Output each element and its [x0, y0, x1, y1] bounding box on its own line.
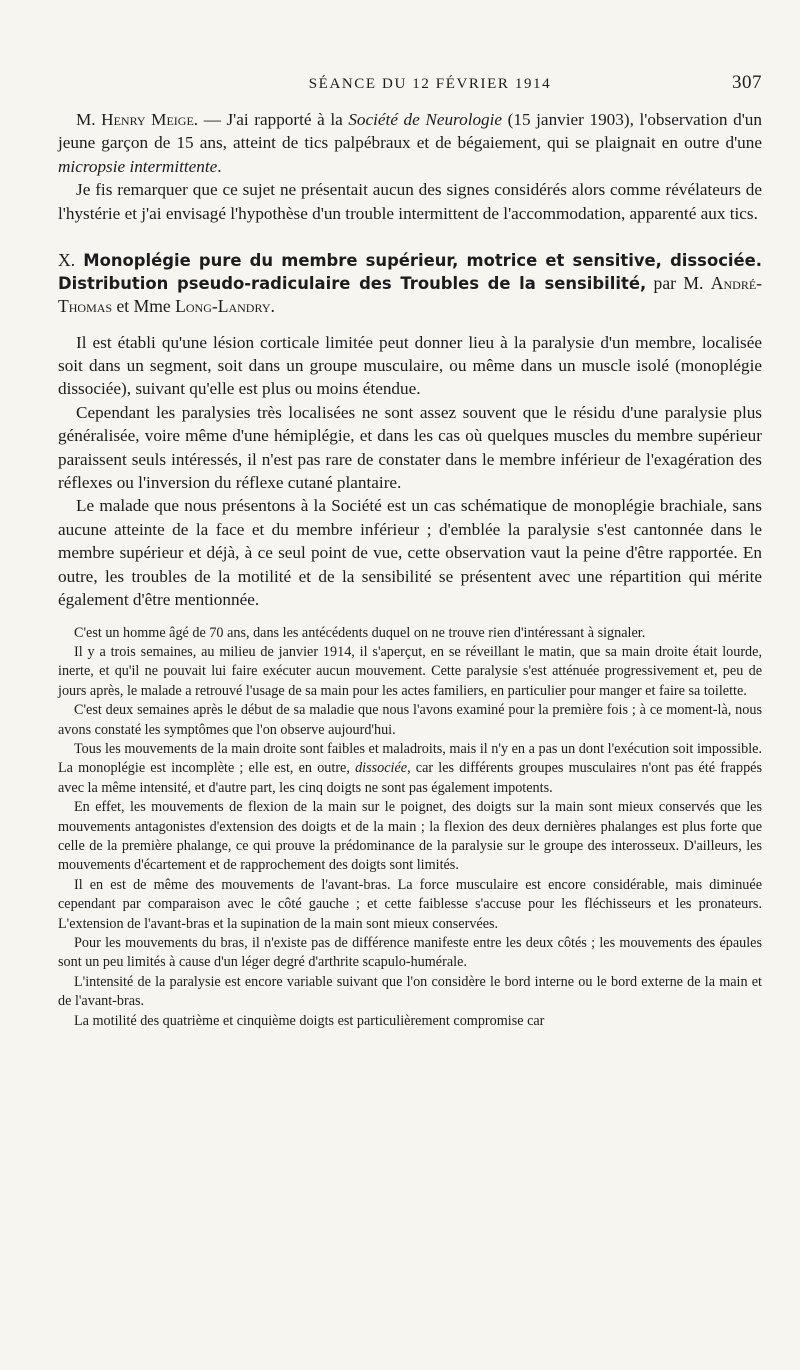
body-paragraph-3: Le malade que nous présentons à la Société est un cas schématique de monoplégie brachiale, sans aucune atteinte de la face et du membre inférieur ; d'emblée la paralysie s'est cantonnée dans le membre supérieur et déjà, à ce seul point de vue, cette observation vaut la peine d'être rapportée. En outre, les troubles de la motilité et de la sensibilité se présentent avec une répartition qui mérite également d'être mentionnée. [58, 496, 762, 610]
observation-paragraph-4 [58, 740, 762, 798]
observation-block [58, 624, 762, 1032]
section-author-1: André-Thomas [58, 273, 763, 317]
section-title: Monoplégie pure du membre supérieur, motrice et sensitive, dissociée. Distribution pseudo-radiculaire des Troubles de la sensibilité, [58, 251, 762, 294]
section-and: et Mme [112, 296, 176, 317]
journal-name: Société de Neurologie [348, 110, 503, 129]
observation-paragraph-6: Il en est de même des mouvements de l'avant-bras. La force musculaire est encore considérable, mais diminuée cependant par comparaison avec le côté gauche ; et cette faiblesse s'accuse pour les fléchisseurs et les pronateurs. L'extension de l'avant-bras et la supination de la main sont mieux conservées. [58, 876, 762, 932]
obs-p4-text-b: , car les différents groupes musculaires n'ont pas été frappés avec la même intensité, et d'autre part, les cinq doigts ne sont pas également impotents. [58, 760, 762, 796]
obs-p4-text-a: Tous les mouvements de la main droite sont faibles et maladroits, mais il n'y en a pas un dont l'exécution soit impossible. La monoplégie est incomplète ; elle est, en outre, [58, 740, 762, 777]
obs-p4-italic: dissociée [355, 760, 408, 777]
section-end: . [270, 296, 275, 317]
page-number: 307 [732, 72, 762, 93]
page-header [58, 72, 762, 94]
meige-paragraph-2: Je fis remarquer que ce sujet ne présentait aucun des signes considérés alors comme révélateurs de l'hystérie et j'ai envisagé l'hypothèse d'un trouble intermittent de l'accommodation, apparenté aux tics. [58, 180, 762, 223]
micropsie-term: micropsie intermittente [58, 156, 218, 176]
body-paragraph-2: Cependant les paralysies très localisées ne sont assez souvent que le résidu d'une paralysie plus généralisée, voire même d'une hémiplégie, et dans les cas où quelques muscles du membre supérieur paraissent seuls intéressés, il n'est pas rare de constater dans le membre inférieur de l'exagération des réflexes ou l'inversion du réflexe cutané plantaire. [58, 402, 762, 493]
meige-text-a: — J'ai rapporté à la [198, 110, 349, 129]
section-by: par M. [646, 273, 711, 294]
running-title: SÉANCE DU 12 FÉVRIER 1914 [308, 76, 552, 92]
meige-text-b: (15 janvier 1903), l'observation d'un jeune garçon de 15 ans, atteint de tics palpébraux et de bégaiement, qui se plaignait en outre d'une [58, 110, 762, 153]
observation-paragraph-3: C'est deux semaines après le début de sa maladie que nous l'avons examiné pour la première fois ; à ce moment-là, nous avons constaté les symptômes que l'on observe aujourd'hui. [58, 702, 762, 738]
section-heading [58, 249, 762, 319]
observation-paragraph-5: En effet, les mouvements de flexion de la main sur le poignet, des doigts sur la main sont mieux conservés que les mouvements antagonistes d'extension des doigts et de la main ; la flexion des deux dernières phalanges est plus forte que celle de la première phalange, ce qui prouve la prédominance de la paralysie sur le groupe des interosseux. D'ailleurs, les mouvements d'écartement et de rapprochement des doigts sont limités. [58, 799, 762, 874]
body-paragraph-1: Il est établi qu'une lésion corticale limitée peut donner lieu à la paralysie d'un membre, localisée soit dans un segment, soit dans un groupe musculaire, ou même dans un muscle isolé (monoplégie dissociée), suivant qu'elle est plus ou moins étendue. [58, 332, 762, 399]
observation-paragraph-1: C'est un homme âgé de 70 ans, dans les antécédents duquel on ne trouve rien d'intéressant à signaler. [74, 624, 646, 641]
observation-paragraph-7: Pour les mouvements du bras, il n'existe pas de différence manifeste entre les deux côtés ; les mouvements des épaules sont un peu limités à cause d'un léger degré d'arthrite scapulo-humérale. [58, 935, 762, 971]
section-author-2: Long-Landry [175, 296, 271, 317]
observation-paragraph-2: Il y a trois semaines, au milieu de janvier 1914, il s'aperçut, en se réveillant le matin, que sa main droite était lourde, inerte, et qu'il ne pouvait lui faire exécuter aucun mouvement. Cette paralysie s'est atténuée progressivement et, peu de jours après, le malade a retrouvé l'usage de sa main pour les actes familiers, en particulier pour manger et faire sa toilette. [58, 643, 762, 699]
meige-text-c: . [217, 156, 222, 176]
meige-paragraph-1 [58, 108, 762, 178]
observation-paragraph-9: La motilité des quatrième et cinquième doigts est particulièrement compromise car [74, 1012, 545, 1029]
section-number: X. [58, 250, 76, 271]
meige-author: M. Henry Meige. [76, 110, 199, 129]
observation-paragraph-8: L'intensité de la paralysie est encore variable suivant que l'on considère le bord interne ou le bord externe de la main et de l'avant-bras. [58, 973, 762, 1010]
